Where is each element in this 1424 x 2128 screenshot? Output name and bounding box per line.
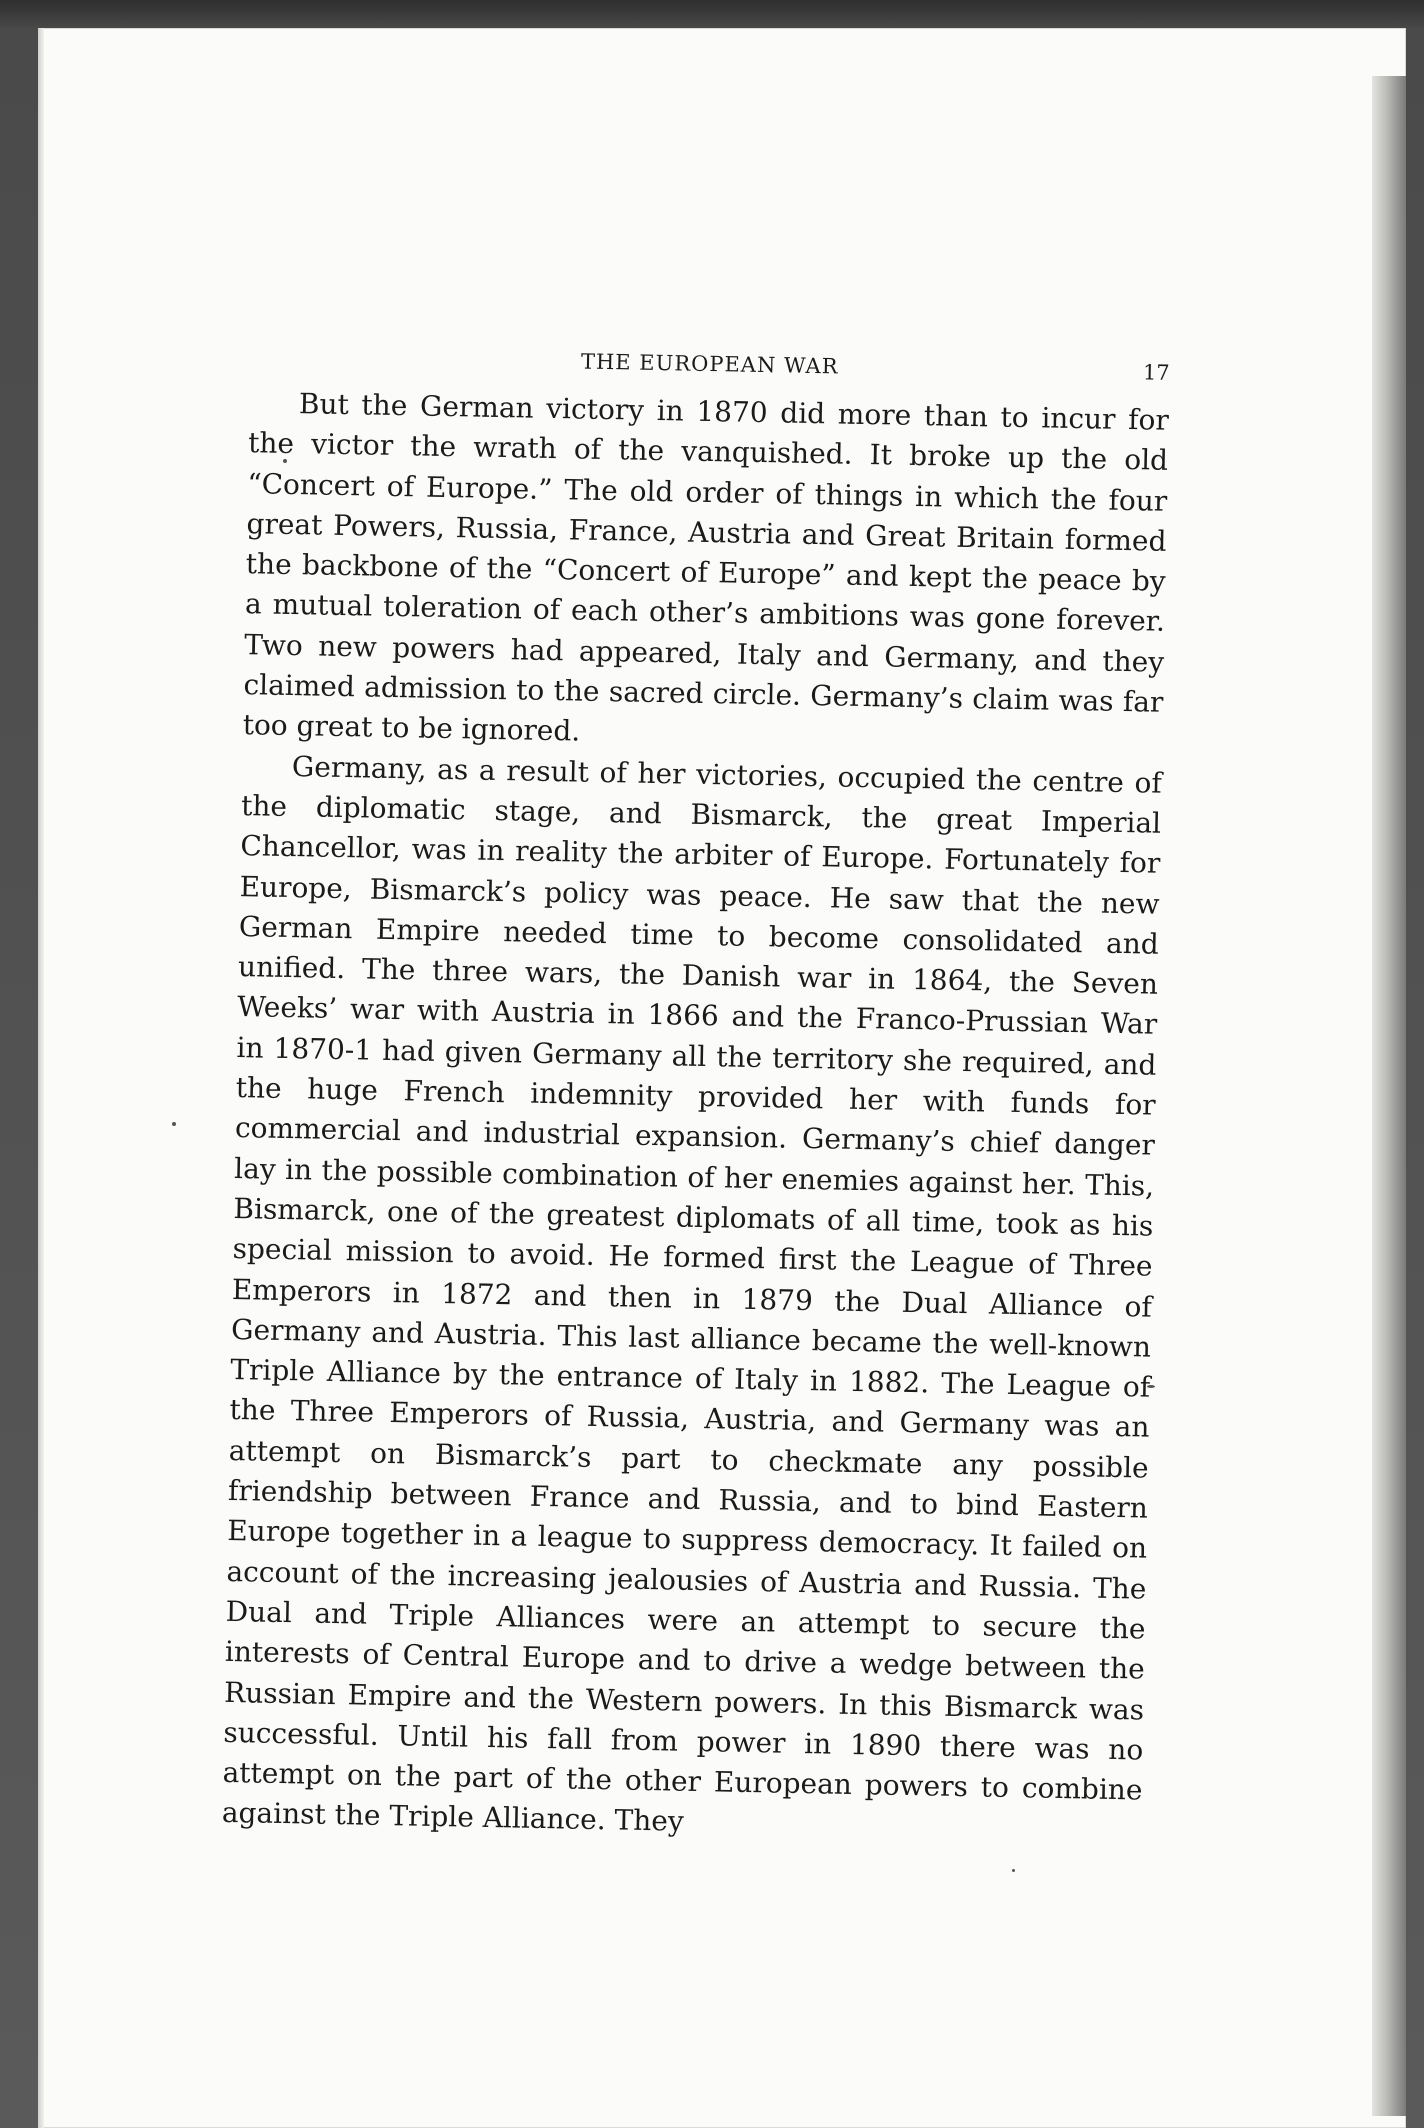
paragraph: But the German victory in 1870 did more than to incur for the victor the wrath of the vanquished. It broke up the old “Concert of Europe.” The old order of things in which the four great Powers, Russia, France, Austria and Great Britain formed the backbone of the “Concert of Europe” and kept the peace by a mutual toleration of each other’s ambitions was gone forever. Two new powers had appeared, Italy and Germany, and they claimed admission to the sacred circle. Germany’s claim was far too great to be ignored.	[242, 387, 1170, 748]
book-gutter	[38, 28, 44, 2128]
scan-speck	[172, 1122, 176, 1126]
page-number: 17	[1142, 360, 1170, 385]
running-title: THE EUROPEAN WAR	[580, 349, 839, 379]
scan-speck	[1012, 1869, 1015, 1872]
paragraph: Germany, as a result of her victories, occupied the centre of the diplomatic stage, and Bismarck, the great Imperial Chancellor, was in reality the arbiter of Europe. Fortunately for Europe, Bismarck’s policy was peace. He saw that the new German Empire needed time to become consolidated and unified. The three wars, the Danish war in 1864, the Seven Weeks’ war with Austria in 1866 and the Franco-Prussian War in 1870-1 had given Germany all the territory she required, and the huge French indemnity provided her with funds for commercial and industrial expansion. Germany’s chief danger lay in the possible combination of her enemies against her. This, Bismarck, one of the greatest diplomats of all time, took as his special mission to avoid. He formed first the League of Three Emperors in 1872 and then in 1879 the Dual Alliance of Germany and Austria. This last alliance became the well-known Triple Alliance by the entrance of Italy in 1882. The League of the Three Emperors of Russia, Austria, and Germany was an attempt on Bismarck’s part to checkmate any possible friendship between France and Russia, and to bind Eastern Europe together in a league to suppress democracy. It failed on account of the increasing jealousies of Austria and Russia. The Dual and Triple Alliances were an attempt to secure the interests of Central Europe and to drive a wedge between the Russian Empire and the Western powers. In this Bismarck was successful. Until his fall from power in 1890 there was no attempt on the part of the other European powers to combine against the Triple Alliance. They	[221, 749, 1163, 1839]
body-text	[221, 383, 1169, 1851]
page-text-block	[221, 343, 1169, 1851]
page-edge	[1372, 76, 1406, 2116]
